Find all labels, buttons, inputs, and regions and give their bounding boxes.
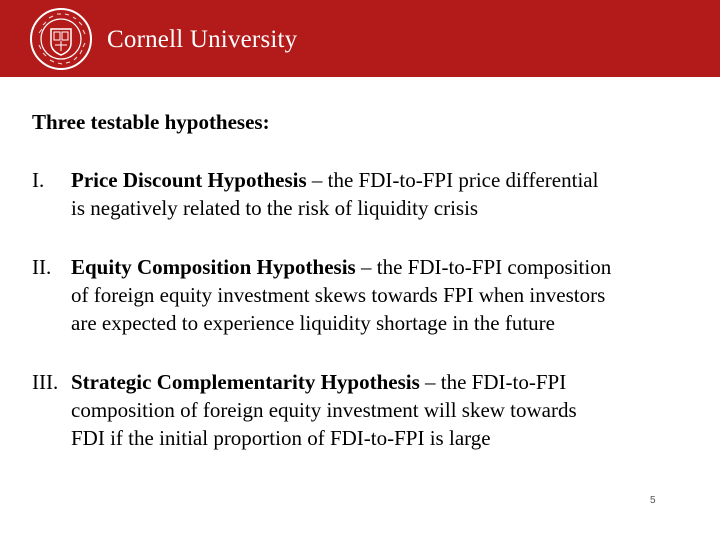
hypothesis-text: – the FDI-to-FPI xyxy=(419,370,567,394)
hypothesis-numeral: III. xyxy=(32,370,59,394)
hypothesis-item xyxy=(32,368,712,452)
hypothesis-text: composition of foreign equity investment will skew towards xyxy=(71,398,577,422)
university-wordmark: Cornell University xyxy=(107,26,298,53)
hypothesis-text: – the FDI-to-FPI price differential xyxy=(306,168,599,192)
header-bar xyxy=(0,0,720,77)
hypothesis-title: Price Discount Hypothesis xyxy=(71,168,307,192)
hypothesis-numeral: II. xyxy=(32,255,52,279)
hypothesis-text: – the FDI-to-FPI composition xyxy=(355,255,612,279)
hypothesis-text: is negatively related to the risk of liquidity crisis xyxy=(71,196,479,220)
cornell-seal-icon xyxy=(29,7,93,71)
page-number: 5 xyxy=(650,495,656,506)
hypothesis-text: are expected to experience liquidity shortage in the future xyxy=(71,311,555,335)
slide-heading: Three testable hypotheses: xyxy=(32,110,270,134)
hypothesis-numeral: I. xyxy=(32,168,45,192)
hypothesis-item xyxy=(32,253,712,337)
hypothesis-item xyxy=(32,166,712,222)
hypothesis-text: of foreign equity investment skews towards FPI when investors xyxy=(71,283,606,307)
hypothesis-title: Strategic Complementarity Hypothesis xyxy=(71,370,420,394)
hypothesis-title: Equity Composition Hypothesis xyxy=(71,255,356,279)
hypothesis-text: FDI if the initial proportion of FDI-to-FPI is large xyxy=(71,426,491,450)
